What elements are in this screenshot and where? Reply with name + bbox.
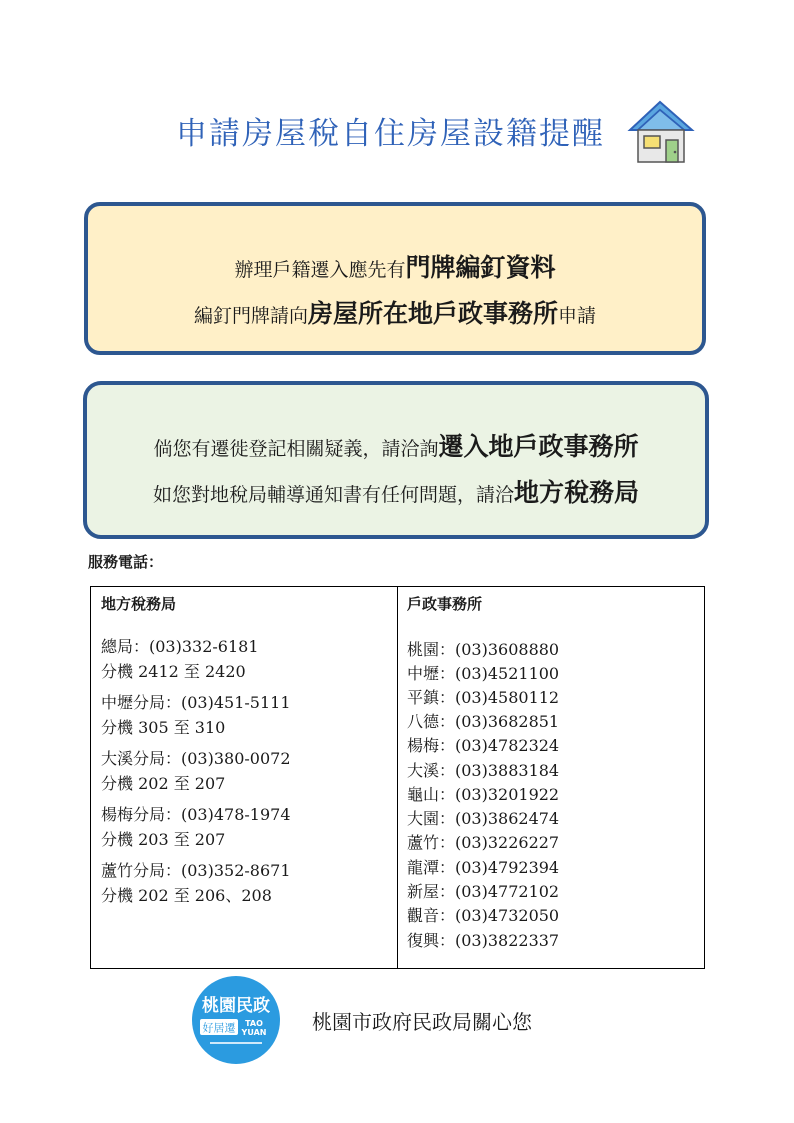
logo-sub-text: 好居遷 [202,1021,236,1035]
tax-office-phone: 總局：(03)332-6181 [101,637,259,656]
contact-line-1-prefix: 倘您有遷徙登記相關疑義，請洽詢 [153,438,439,460]
tax-office-extension: 分機 202 至 207 [101,774,226,793]
tax-office-entry [101,858,291,908]
household-office-phone: 蘆竹：(03)3226227 [407,833,560,852]
tax-office-header: 地方稅務局 [101,595,177,613]
household-office-phone: 觀音：(03)4732050 [407,906,560,925]
tax-office-column [101,587,391,968]
household-office-phone: 楊梅：(03)4782324 [407,736,560,755]
tax-office-phone: 蘆竹分局：(03)352-8671 [101,861,291,880]
logo-sub-text-right-2: YUAN [241,1028,267,1037]
logo-sub-text-right-1: TAO [245,1019,263,1028]
household-office-phone: 復興：(03)3822337 [407,931,560,950]
household-office-phone: 八德：(03)3682851 [407,712,560,731]
house-icon [622,96,698,168]
notice-line-2-prefix: 編釘門牌請向 [193,305,308,327]
footer-text: 桃園市政府民政局關心您 [312,1010,532,1034]
service-phone-label: 服務電話： [88,553,164,571]
household-office-phone: 新屋：(03)4772102 [407,882,560,901]
logo-main-text: 桃園民政 [202,996,270,1016]
taoyuan-civil-affairs-logo [190,975,282,1065]
table-divider [397,587,398,968]
notice-line-2 [88,294,702,330]
contact-line-1 [87,427,705,463]
household-office-phone: 龍潭：(03)4792394 [407,858,560,877]
tax-office-extension: 分機 202 至 206、208 [101,886,272,905]
household-office-phone: 龜山：(03)3201922 [407,785,560,804]
notice-line-1-prefix: 辦理戶籍遷入應先有 [234,259,406,281]
contact-box [83,381,709,539]
notice-line-1 [88,248,702,284]
household-office-header: 戶政事務所 [407,595,483,613]
notice-line-2-suffix: 申請 [558,305,597,327]
tax-office-entry [101,634,259,684]
contact-line-2-emphasis: 地方稅務局 [514,478,640,507]
tax-office-extension: 分機 2412 至 2420 [101,662,246,681]
tax-office-extension: 分機 305 至 310 [101,718,226,737]
notice-line-2-emphasis: 房屋所在地戶政事務所 [307,299,558,328]
notice-line-1-emphasis: 門牌編釘資料 [405,253,556,282]
household-office-column [407,587,697,968]
tax-office-phone: 楊梅分局：(03)478-1974 [101,805,291,824]
tax-office-entry [101,690,291,740]
contact-line-2 [87,473,705,509]
contact-line-2-prefix: 如您對地稅局輔導通知書有任何問題，請洽 [152,484,514,506]
household-office-phone: 大園：(03)3862474 [407,809,560,828]
tax-office-entry [101,802,291,852]
tax-office-extension: 分機 203 至 207 [101,830,226,849]
household-office-phone: 桃園：(03)3608880 [407,640,560,659]
tax-office-phone: 中壢分局：(03)451-5111 [101,693,291,712]
page-title: 申請房屋稅自住房屋設籍提醒 [176,116,605,152]
contact-line-1-emphasis: 遷入地戶政事務所 [438,432,639,461]
tax-office-entry [101,746,291,796]
household-office-phone: 平鎮：(03)4580112 [407,688,560,707]
household-office-phone: 中壢：(03)4521100 [407,664,560,683]
phone-table [90,586,705,969]
notice-box [84,202,706,355]
tax-office-phone: 大溪分局：(03)380-0072 [101,749,291,768]
household-office-phone: 大溪：(03)3883184 [407,761,560,780]
